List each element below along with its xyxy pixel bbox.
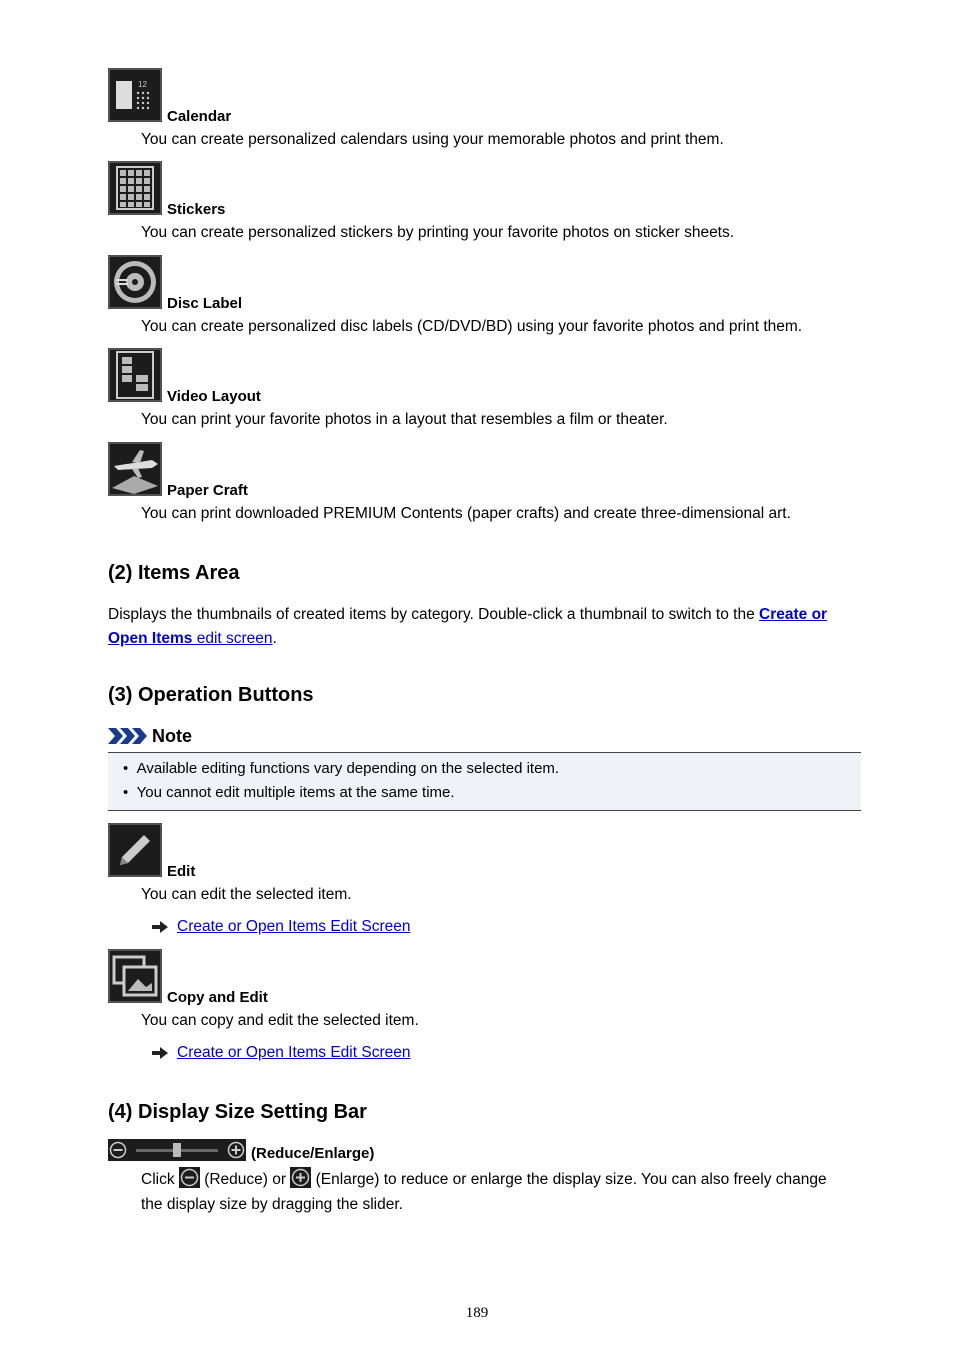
paper-craft-label: Paper Craft [167,482,248,499]
stickers-description: You can create personalized stickers by printing your favorite photos on sticker sheets. [141,224,735,241]
calendar-icon [108,68,162,122]
edit-screen-link-row [152,918,410,936]
edit-description: You can edit the selected item. [141,886,352,903]
paper-craft-icon [108,442,162,496]
calendar-description: You can create personalized calendars using your memorable photos and print them. [141,131,724,148]
video-layout-description: You can print your favorite photos in a layout that resembles a film or theater. [141,411,668,428]
create-open-items-edit-screen-link[interactable]: Create or Open Items Edit Screen [177,1044,411,1061]
enlarge-icon [290,1167,311,1188]
note-item: • You cannot edit multiple items at the same time. [123,784,455,801]
note-title: Note [152,726,192,746]
disc-label-label: Disc Label [167,295,243,312]
reduce-icon[interactable] [111,1143,126,1158]
video-layout-label: Video Layout [167,388,261,405]
items-area-paragraph: Displays the thumbnails of created items by category. Double-click a thumbnail to switch to the Create or Open Items edit screen. [108,606,828,647]
disc-label-icon [108,255,162,309]
create-open-items-edit-screen-link[interactable]: Create or Open Items Edit Screen [177,918,411,935]
note-item: • Available editing functions vary depending on the selected item. [123,760,560,777]
items-area-heading: (2) Items Area [108,562,240,584]
reduce-enlarge-label: (Reduce/Enlarge) [251,1145,375,1162]
arrow-right-icon [152,1047,168,1059]
copy-edit-icon[interactable] [108,949,162,1003]
note-arrows-icon [108,727,148,745]
copy-edit-screen-link-row [152,1044,410,1062]
display-size-slider-bar [108,1139,246,1161]
display-size-paragraph: Click (Reduce) or (Enlarge) to reduce or enlarge the display size. You can also freely change the display size by dragging the slider. [141,1167,827,1217]
paper-craft-description: You can print downloaded PREMIUM Contents (paper crafts) and create three-dimensional art. [141,505,791,522]
stickers-icon [108,161,162,215]
pencil-icon[interactable] [108,823,162,877]
enlarge-icon[interactable] [229,1143,244,1158]
copy-edit-label: Copy and Edit [167,989,268,1006]
reduce-icon [179,1167,200,1188]
slider-handle[interactable] [173,1143,181,1157]
calendar-label: Calendar [167,108,232,125]
display-size-heading: (4) Display Size Setting Bar [108,1101,367,1123]
page-number: 189 [465,1305,489,1321]
edit-label: Edit [167,863,196,880]
copy-edit-description: You can copy and edit the selected item. [141,1012,419,1029]
create-open-items-link[interactable]: Create or Open Items edit screen [108,606,828,647]
disc-label-description: You can create personalized disc labels (CD/DVD/BD) using your favorite photos and print them. [141,318,803,335]
video-layout-icon [108,348,162,402]
stickers-label: Stickers [167,201,226,218]
note-box [108,752,861,811]
svg-text:12: 12 [138,80,147,89]
operation-buttons-heading: (3) Operation Buttons [108,684,314,706]
arrow-right-icon [152,921,168,933]
items-area-text: Displays the thumbnails of created items by category. Double-click a thumbnail to switch to the [108,606,760,623]
